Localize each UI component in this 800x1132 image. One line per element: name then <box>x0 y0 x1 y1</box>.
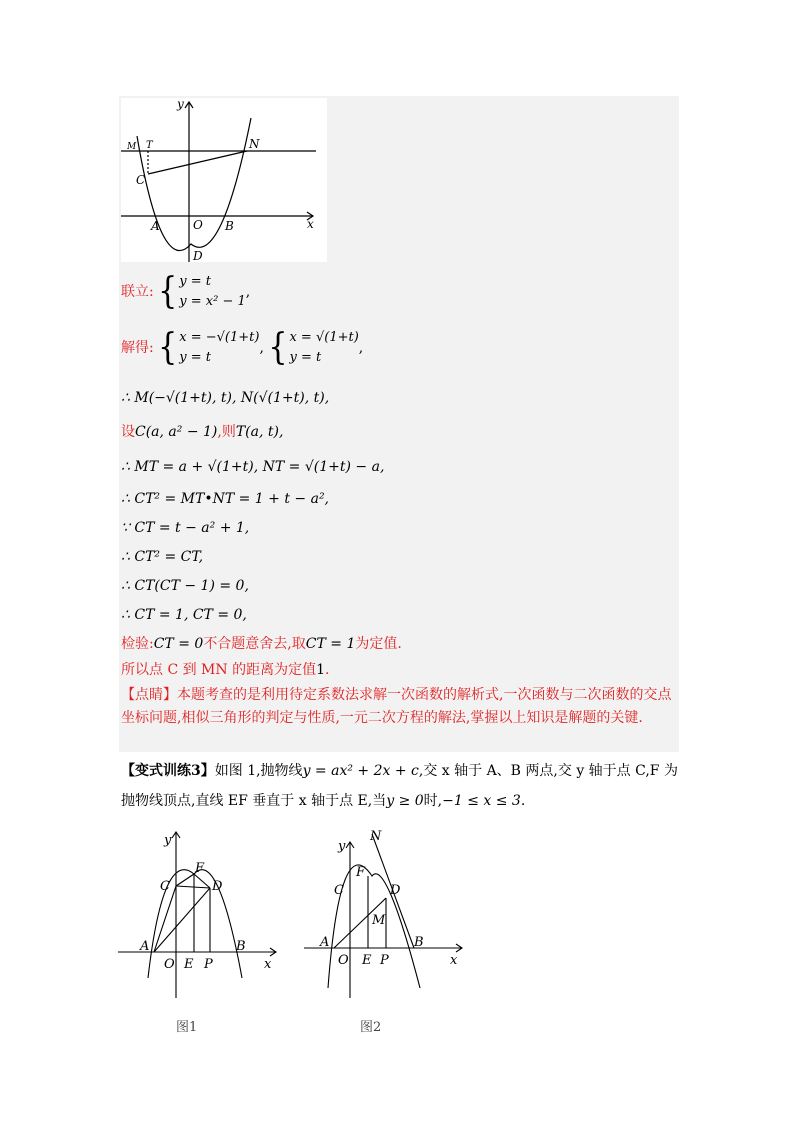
variant-p1: 如图 1,抛物线 <box>214 763 303 779</box>
conclusion-line <box>121 660 329 680</box>
fig2-label-N: N <box>370 829 382 844</box>
step2-set: 设 <box>121 424 135 440</box>
sol1-system <box>179 328 259 368</box>
segment-CN <box>148 151 247 174</box>
fig2-label-B: B <box>414 935 424 950</box>
fig1-label-C: C <box>160 879 170 894</box>
solve-label: 解得: <box>121 340 154 356</box>
fig1-label-B: B <box>236 939 246 954</box>
fig1-label-O: O <box>164 957 175 972</box>
label-T: T <box>146 140 153 151</box>
label-C: C <box>136 173 146 187</box>
variant-p4: 时, <box>423 793 443 809</box>
sol2-system <box>289 328 358 368</box>
check-fixed: 为定值. <box>355 636 402 652</box>
figure-1-svg <box>118 828 288 1000</box>
fig1-line-FD <box>194 874 210 888</box>
variant-cond1: y ≥ 0 <box>386 793 424 809</box>
sol2-eq2: y = t <box>289 350 322 365</box>
step-line-7: ∴ CT(CT − 1) = 0, <box>121 578 249 594</box>
variant-cond2: −1 ≤ x ≤ 3 <box>442 793 521 809</box>
join-system-line <box>121 272 250 312</box>
parabola-figure-top-svg <box>121 98 327 262</box>
step-line-8: ∴ CT = 1, CT = 0, <box>121 607 247 623</box>
figure-2-svg <box>304 828 474 1000</box>
comment-tag: 【点睛】 <box>121 687 177 703</box>
step-line-3: ∴ MT = a + √(1+t), NT = √(1+t) − a, <box>121 459 385 475</box>
join-eq1: y = t <box>179 274 211 289</box>
label-M: M <box>127 142 137 152</box>
sol1-eq2: y = t <box>179 350 211 365</box>
variant-p3: 抛物线顶点,直线 EF 垂直于 x 轴于点 E,当 <box>121 793 387 809</box>
join-eq2: y = x² − 1 <box>179 294 246 309</box>
figure-2 <box>304 828 474 1004</box>
step-line-6: ∴ CT² = CT, <box>121 549 204 565</box>
fig2-label-D: D <box>390 883 401 898</box>
fig1-label-D: D <box>212 879 223 894</box>
variant-tag: 【变式训练3】 <box>121 763 215 779</box>
fig1-label-x: x <box>264 957 272 972</box>
check-label: 检验: <box>121 636 154 652</box>
label-D: D <box>193 249 203 262</box>
fig2-label-x: x <box>450 953 458 968</box>
variant-p5: . <box>520 793 526 809</box>
conclusion-value: 1 <box>316 662 326 678</box>
step-line-1: ∴ M(−√(1+t), t), N(√(1+t), t), <box>121 390 330 406</box>
fig2-label-M: M <box>372 913 386 928</box>
solve-system-line <box>121 328 363 368</box>
figure-1-caption: 图1 <box>176 1020 198 1035</box>
parabola-figure-top <box>121 98 327 262</box>
fig2-label-C: C <box>334 883 344 898</box>
fig1-line-CD <box>176 886 210 888</box>
variant-problem <box>121 756 681 816</box>
join-system <box>179 272 245 312</box>
label-y: y <box>177 98 184 111</box>
step2-point-C: C(a, a² − 1) <box>135 424 218 440</box>
label-N: N <box>249 137 260 151</box>
fig2-label-y: y <box>338 839 346 854</box>
figure-2-caption: 图2 <box>360 1020 382 1035</box>
fig2-label-A: A <box>320 935 330 950</box>
join-brace: { <box>158 270 178 313</box>
join-label: 联立: <box>121 284 154 300</box>
join-tail: , <box>245 284 251 300</box>
variant-equation: y = ax² + 2x + c <box>302 763 419 779</box>
fig2-label-F: F <box>356 865 366 880</box>
sol-tail: , <box>358 340 364 356</box>
label-A: A <box>151 219 160 233</box>
sol1-eq1: x = −√(1+t) <box>179 330 260 345</box>
sol1-brace: { <box>158 326 178 369</box>
fig2-label-P: P <box>380 953 389 968</box>
sol-sep: , <box>259 340 264 356</box>
fig1-line-CF <box>176 874 194 886</box>
fig1-label-F: F <box>195 861 205 876</box>
fig1-line-AD <box>154 888 210 952</box>
conclusion-period: . <box>325 662 330 678</box>
fig1-label-A: A <box>140 939 150 954</box>
step2-point-T: T(a, t), <box>235 424 284 440</box>
step-line-5: ∵ CT = t − a² + 1, <box>121 520 250 536</box>
label-B: B <box>225 219 234 233</box>
check-line <box>121 634 402 654</box>
step-line-4: ∴ CT² = MT•NT = 1 + t − a², <box>121 491 330 507</box>
label-x: x <box>307 217 314 231</box>
step-line-2 <box>121 422 283 442</box>
fig2-label-E: E <box>362 953 372 968</box>
fig2-label-O: O <box>338 953 349 968</box>
figure-1 <box>118 828 288 1004</box>
comment-text: 本题考查的是利用待定系数法求解一次函数的解析式,一次函数与二次函数的交点坐标问题,相似三角形的判定与性质,一元二次方程的解法,掌握以上知识是解题的关键. <box>121 687 672 726</box>
comment-block <box>121 684 677 730</box>
check-ct0: CT = 0 <box>153 636 204 652</box>
sol2-brace: { <box>268 326 288 369</box>
label-O: O <box>193 218 203 232</box>
check-ct1: CT = 1 <box>305 636 356 652</box>
fig1-label-y: y <box>164 833 172 848</box>
check-reject: 不合题意舍去,取 <box>203 636 306 652</box>
sol2-eq1: x = √(1+t) <box>289 330 359 345</box>
conclusion-text: 所以点 C 到 MN 的距离为定值 <box>121 662 317 678</box>
fig1-label-E: E <box>184 957 194 972</box>
fig1-label-P: P <box>204 957 213 972</box>
variant-p2: ,交 x 轴于 A、B 两点,交 y 轴于点 C,F 为 <box>418 763 678 779</box>
step2-then: ,则 <box>217 424 236 440</box>
